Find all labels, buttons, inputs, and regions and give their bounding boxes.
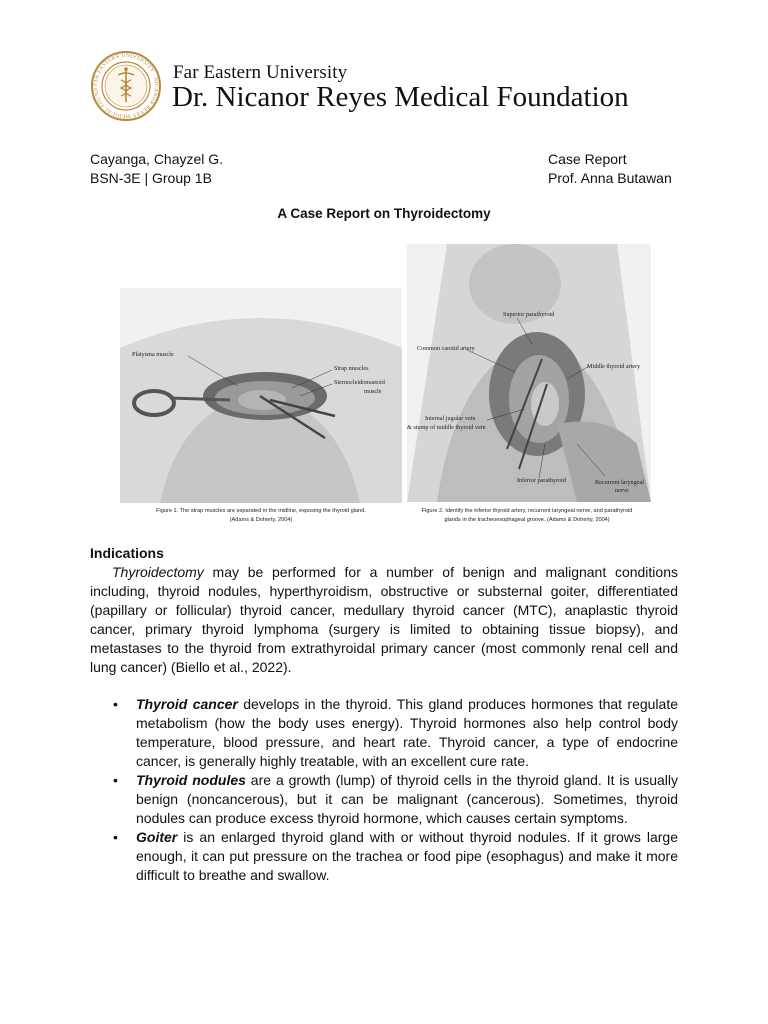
university-name: Far Eastern University	[173, 62, 348, 83]
document-type: Case Report	[548, 151, 627, 167]
section-group: BSN-3E | Group 1B	[90, 170, 212, 186]
svg-text:muscle: muscle	[364, 388, 382, 395]
professor-name: Prof. Anna Butawan	[548, 170, 672, 186]
report-info-block	[548, 150, 672, 188]
svg-text:Superior parathyroid: Superior parathyroid	[503, 311, 555, 318]
indications-paragraph	[90, 563, 678, 677]
figure-1-illustration	[120, 288, 402, 503]
svg-text:Common carotid artery: Common carotid artery	[417, 345, 475, 352]
svg-text:FAR EASTERN UNIVERSITY · NICAN: FAR EASTERN UNIVERSITY · NICANOR REYES MEDICAL FOUND	[92, 52, 160, 120]
figure-1-caption: Figure 1. The strap muscles are separated in the midline, exposing the thyroid gland. (Adams & Doherty, 2004)	[156, 508, 366, 523]
svg-text:Sternocleidomastoid: Sternocleidomastoid	[334, 379, 385, 386]
list-item-text: are a growth (lump) of thyroid cells in the thyroid gland. It is usually benign (noncancerous), but it can be malignant (cancerous). Sometimes, thyroid nodules can produce excess thyroid hormone, which causes certain symptoms.	[136, 772, 678, 826]
svg-text:Platysma muscle: Platysma muscle	[132, 351, 174, 358]
list-item-text: is an enlarged thyroid gland with or without thyroid nodules. If it grows large enough, it can put pressure on the trachea or food pipe (esophagus) and make it more difficult to breathe and swallow.	[136, 829, 678, 883]
list-item	[90, 828, 678, 885]
svg-text:Internal jugular vein: Internal jugular vein	[425, 415, 476, 422]
list-item-text: develops in the thyroid. This gland produces hormones that regulate metabolism (how the body uses energy). Thyroid hormones also help control body temperature, blood pressure, and heart rate. Thyroid cancer, a type of endocrine cancer, is generally highly treatable, with an excellent cure rate.	[136, 696, 678, 769]
report-title: A Case Report on Thyroidectomy	[277, 206, 491, 221]
svg-text:Middle thyroid artery: Middle thyroid artery	[587, 363, 641, 370]
svg-text:Recurrent laryngeal: Recurrent laryngeal	[595, 479, 644, 486]
paragraph-text: may be performed for a number of benign and malignant conditions including, thyroid nodules, hyperthyroidism, obstructive or substernal goiter, differentiated (papillary or follicular) thyroid cancer, medullary thyroid cancer (MTC), anaplastic thyroid cancer, primary thyroid lymphoma (surgery is limited to obtaining tissue biopsy), and metastases to the thyroid from extrathyroidal primary cancer (most commonly renal cell and lung cancer) (Biello et al., 2022).	[90, 564, 678, 675]
foundation-name: Dr. Nicanor Reyes Medical Foundation	[172, 81, 629, 113]
student-name: Cayanga, Chayzel G.	[90, 151, 224, 167]
list-item	[90, 695, 678, 771]
list-item-term: Thyroid nodules	[136, 772, 246, 788]
list-item-term: Goiter	[136, 829, 178, 845]
bullet-icon: •	[113, 696, 118, 712]
figure-2-caption: Figure 2. Identify the inferior thyroid artery, recurrent laryngeal nerve, and parathyroid glands in the tracheoesophageal groove. (Adams & Doherty, 2004)	[421, 508, 633, 523]
list-item-term: Thyroid cancer	[136, 696, 238, 712]
svg-text:Inferior parathyroid: Inferior parathyroid	[517, 477, 566, 484]
svg-text:nerve: nerve	[615, 487, 629, 494]
lead-term: Thyroidectomy	[112, 564, 204, 580]
list-item	[90, 771, 678, 828]
indications-heading: Indications	[90, 545, 164, 561]
figure-2-illustration	[407, 244, 651, 502]
university-seal-logo	[90, 50, 162, 122]
bullet-icon: •	[113, 772, 118, 788]
svg-text:& stump of middle thyroid vein: & stump of middle thyroid vein	[407, 424, 486, 431]
author-block	[90, 150, 223, 188]
conditions-list	[90, 695, 678, 885]
svg-text:Strap muscles: Strap muscles	[334, 365, 369, 372]
bullet-icon: •	[113, 829, 118, 845]
